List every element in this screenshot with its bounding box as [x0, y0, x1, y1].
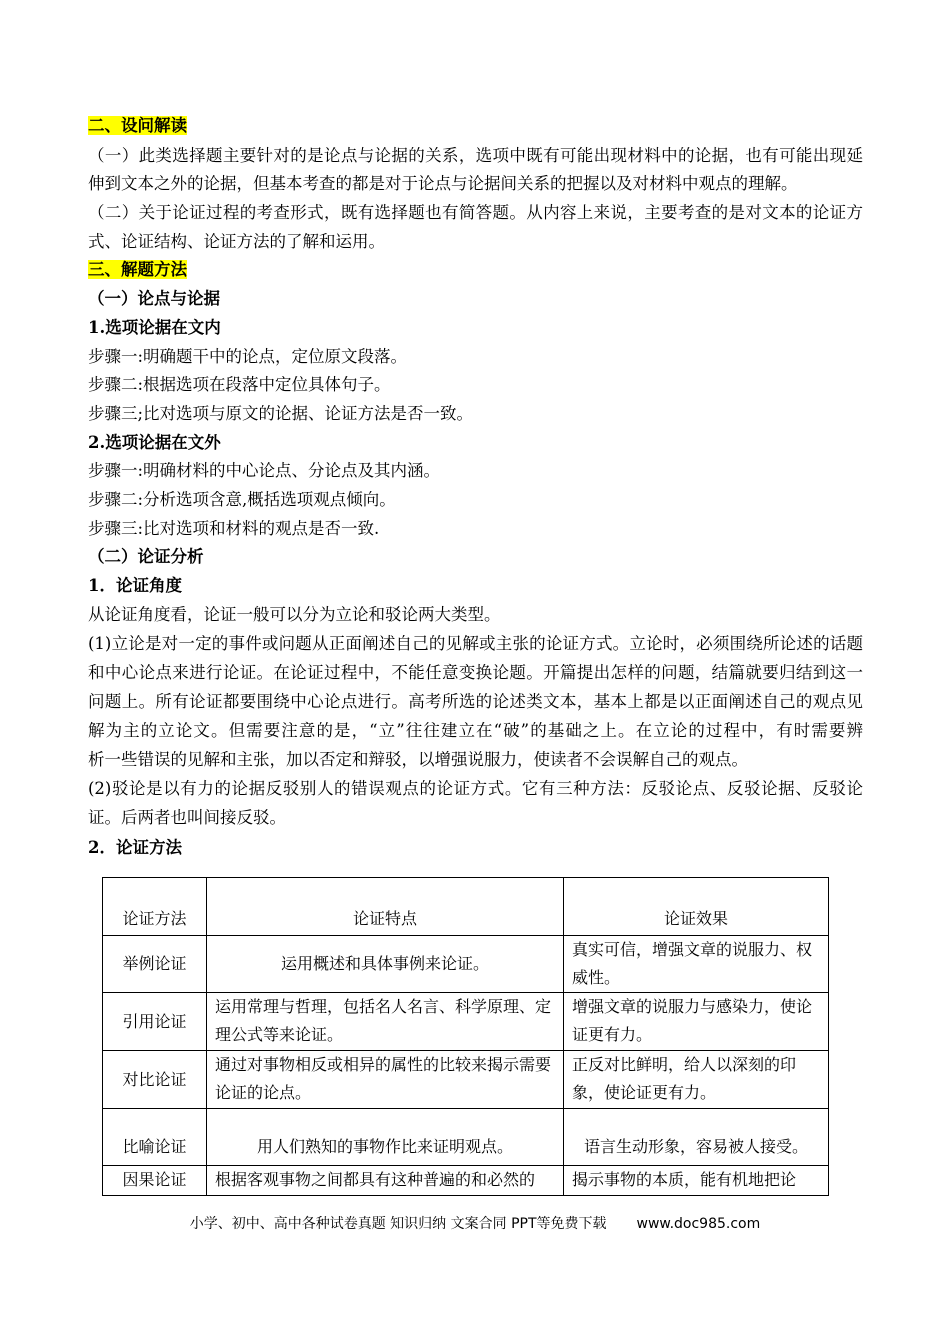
paragraph-line: 从论证角度看，论证一般可以分为立论和驳论两大类型。 — [88, 605, 501, 624]
feature-cell: 运用概述和具体事例来论证。 — [207, 936, 564, 993]
item-heading: 2.选项论据在文外 — [88, 433, 221, 452]
effect-cell: 真实可信，增强文章的说服力、权威性。 — [564, 936, 829, 993]
paragraph-line: （一）此类选择题主要针对的是论点与论据的关系，选项中既有可能出现材料中的论据，也有可能出现延 — [88, 146, 863, 165]
paragraph-line: 证。后两者也叫间接反驳。 — [88, 808, 286, 827]
step-line: 步骤三;比对选项与原文的论据、论证方法是否一致。 — [88, 404, 474, 423]
table-row — [103, 1051, 829, 1109]
subsection-heading: （二）论证分析 — [88, 547, 204, 566]
table-row — [103, 1109, 829, 1166]
step-line: 步骤三:比对选项和材料的观点是否一致. — [88, 519, 380, 538]
effect-cell: 语言生动形象，容易被人接受。 — [564, 1109, 829, 1166]
page-footer — [0, 1214, 950, 1234]
effect-cell: 揭示事物的本质，能有机地把论 — [564, 1166, 829, 1196]
footer-text: 小学、初中、高中各种试卷真题 知识归纳 文案合同 PPT等免费下载 — [189, 1216, 607, 1232]
table-header-cell: 论证方法 — [103, 878, 207, 936]
table-row — [103, 993, 829, 1051]
paragraph-line: 和中心论点来进行论证。在论证过程中，不能任意变换论题。开篇提出怎样的问题，结篇就要归结到这一 — [88, 663, 863, 682]
paragraph-line: 问题上。所有论证都要围绕中心论点进行。高考所选的论述类文本，基本上都是以正面阐述自己的观点见 — [88, 692, 863, 711]
footer-url[interactable]: www.doc985.com — [636, 1216, 761, 1232]
table-header-row — [103, 878, 829, 936]
section-heading: 二、设问解读 — [88, 116, 187, 135]
table-header-cell: 论证特点 — [207, 878, 564, 936]
item-heading: 1.选项论据在文内 — [88, 318, 221, 337]
paragraph-line: 式、论证结构、论证方法的了解和运用。 — [88, 232, 385, 251]
paragraph-line: （二）关于论证过程的考查形式，既有选择题也有简答题。从内容上来说，主要考查的是对文本的论证方 — [88, 203, 863, 222]
section-heading: 三、解题方法 — [88, 260, 187, 279]
feature-cell: 用人们熟知的事物作比来证明观点。 — [207, 1109, 564, 1166]
step-line: 步骤二:根据选项在段落中定位具体句子。 — [88, 375, 391, 394]
item-heading: 1．论证角度 — [88, 576, 182, 595]
step-line: 步骤一:明确材料的中心论点、分论点及其内涵。 — [88, 461, 441, 480]
feature-cell: 通过对事物相反或相异的属性的比较来揭示需要论证的论点。 — [207, 1051, 564, 1109]
method-cell: 举例论证 — [103, 936, 207, 993]
paragraph-line: 伸到文本之外的论据，但基本考查的都是对于论点与论据间关系的把握以及对材料中观点的理解。 — [88, 174, 798, 193]
paragraph-line: 析一些错误的见解和主张，加以否定和辩驳，以增强说服力，使读者不会误解自己的观点。 — [88, 750, 748, 769]
feature-cell: 运用常理与哲理，包括名人名言、科学原理、定理公式等来论证。 — [207, 993, 564, 1051]
item-heading: 2．论证方法 — [88, 838, 182, 857]
step-line: 步骤一:明确题干中的论点，定位原文段落。 — [88, 347, 408, 366]
paragraph-line: (1)立论是对一定的事件或问题从正面阐述自己的见解或主张的论证方式。立论时，必须围绕所论述的话题 — [88, 634, 863, 653]
table-row — [103, 1166, 829, 1196]
method-cell: 比喻论证 — [103, 1109, 207, 1166]
paragraph-line: (2)驳论是以有力的论据反驳别人的错误观点的论证方式。它有三种方法：反驳论点、反驳论据、反驳论 — [88, 779, 863, 798]
subsection-heading: （一）论点与论据 — [88, 289, 220, 308]
paragraph-line: 解为主的立论文。但需要注意的是，“立”往往建立在“破”的基础之上。在立论的过程中，有时需要辨 — [88, 721, 863, 740]
table-row — [103, 936, 829, 993]
method-cell: 对比论证 — [103, 1051, 207, 1109]
method-cell: 引用论证 — [103, 993, 207, 1051]
effect-cell: 增强文章的说服力与感染力，使论证更有力。 — [564, 993, 829, 1051]
step-line: 步骤二:分析选项含意,概括选项观点倾向。 — [88, 490, 396, 509]
argument-methods-table — [102, 877, 829, 1196]
feature-cell: 根据客观事物之间都具有这种普遍的和必然的 — [207, 1166, 564, 1196]
method-cell: 因果论证 — [103, 1166, 207, 1196]
effect-cell: 正反对比鲜明，给人以深刻的印象，使论证更有力。 — [564, 1051, 829, 1109]
table-header-cell: 论证效果 — [564, 878, 829, 936]
